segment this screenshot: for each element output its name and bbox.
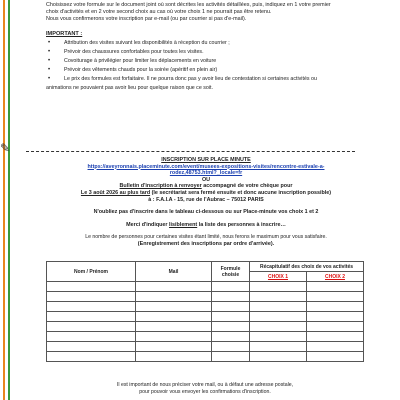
intro-line: Choisissez votre formule sur le document joint où sont décrites les activités détaillées, puis, indiquez en 1 votre premier	[46, 2, 331, 8]
inscription-title: INSCRIPTION SUR PLACE MINUTE	[161, 157, 251, 163]
deadline-line	[46, 190, 366, 197]
cell-mail[interactable]	[136, 292, 212, 302]
cell-formule[interactable]	[212, 312, 250, 322]
important-continuation: animations ne pouvaient pas avoir lieu pour quelque raison que ce soit.	[46, 85, 213, 91]
cell-formule[interactable]	[212, 292, 250, 302]
list-item	[46, 67, 366, 74]
col-header-mail: Mail	[136, 262, 212, 282]
cell-choix1[interactable]	[250, 352, 307, 362]
choix1-label: CHOIX 1	[267, 273, 288, 280]
cell-choix2[interactable]	[307, 322, 364, 332]
list-item-text: Prévoir des vêtements chauds pour la soirée (apéritif en plein air)	[64, 67, 218, 73]
limit-note: Le nombre de personnes pour certaines visites étant limité, nous ferons le maximum pour vous satisfaire.	[85, 234, 327, 241]
orange-margin-bar	[3, 0, 5, 400]
cell-name[interactable]	[47, 322, 136, 332]
placeminute-link-cont[interactable]: rodez,48753.html?_locale=fr	[169, 170, 243, 177]
or-label: OU	[201, 176, 211, 183]
intro-line: choix d'activités et en 2 votre second choix au cas où votre choix 1 ne pourrait pas être retenu.	[46, 9, 272, 15]
cell-choix1[interactable]	[250, 342, 307, 352]
col-header-formule: Formule choisie	[212, 262, 250, 282]
table-row	[47, 352, 364, 362]
table-row	[47, 312, 364, 322]
intro-paragraph	[46, 2, 366, 23]
table-row	[47, 292, 364, 302]
cell-choix2[interactable]	[307, 332, 364, 342]
merci-prefix: Merci d'indiquer	[126, 221, 170, 228]
cell-choix2[interactable]	[307, 312, 364, 322]
cell-formule[interactable]	[212, 352, 250, 362]
cell-mail[interactable]	[136, 302, 212, 312]
cell-choix1[interactable]	[250, 332, 307, 342]
cell-formule[interactable]	[212, 342, 250, 352]
footer-note	[46, 382, 364, 396]
bulletin-prefix: Bulletin d'inscription à renvoyer	[119, 183, 202, 190]
placeminute-link[interactable]: https://aveyronnais.placeminute.com/event/musees-expositions-visites/rencontre-estivale-a-	[87, 163, 325, 170]
intro-line: Nous vous confirmerons votre inscription par e-mail (ou par courrier si pas d'e-mail).	[46, 16, 247, 22]
deadline-rest: (le secrétariat sera fermé ensuite et donc aucune inscription possible)	[150, 189, 332, 196]
bullet-icon: •	[48, 58, 51, 64]
list-item	[46, 49, 366, 56]
registration-table	[46, 261, 364, 362]
table-row	[47, 332, 364, 342]
green-margin-bar	[8, 0, 10, 400]
list-item	[46, 40, 366, 47]
bullet-icon: •	[48, 67, 51, 73]
legibility-note	[46, 222, 366, 229]
dashed-divider	[26, 151, 355, 152]
cell-choix1[interactable]	[250, 292, 307, 302]
bulletin-suffix: accompagné de votre chèque pour	[201, 183, 293, 190]
table-row	[47, 342, 364, 352]
cell-mail[interactable]	[136, 332, 212, 342]
cell-choix1[interactable]	[250, 312, 307, 322]
pencil-icon: ✎	[0, 141, 11, 155]
bulletin-line	[46, 183, 366, 190]
postal-address: à : F.A.I.A - 15, rue de l'Aubrac – 75012 PARIS	[148, 196, 264, 203]
cell-choix1[interactable]	[250, 322, 307, 332]
important-title: IMPORTANT :	[46, 31, 83, 37]
cell-mail[interactable]	[136, 312, 212, 322]
merci-lisible: lisiblement	[169, 221, 198, 228]
cell-choix1[interactable]	[250, 302, 307, 312]
cell-name[interactable]	[47, 302, 136, 312]
footer-line: Il est important de nous préciser votre mail, ou à défaut une adresse postale,	[116, 382, 294, 388]
cell-name[interactable]	[47, 292, 136, 302]
cell-name[interactable]	[47, 352, 136, 362]
table-row	[47, 282, 364, 292]
cell-name[interactable]	[47, 332, 136, 342]
cell-formule[interactable]	[212, 302, 250, 312]
cell-formule[interactable]	[212, 282, 250, 292]
merci-suffix: la liste des personnes à inscrire…	[197, 221, 286, 228]
choix2-label: CHOIX 2	[324, 273, 345, 280]
bullet-icon: •	[48, 76, 51, 82]
cell-mail[interactable]	[136, 282, 212, 292]
cell-name[interactable]	[47, 312, 136, 322]
list-item-text: Prévoir des chaussures confortables pour toutes les visites.	[64, 49, 204, 55]
inscription-section	[46, 157, 366, 248]
cell-choix2[interactable]	[307, 302, 364, 312]
col-header-recap: Récapitulatif des choix de vos activités	[250, 262, 364, 272]
list-item-text: Le prix des formules est forfaitaire. Il ne pourra donc pas y avoir lieu de contestation si certaines activités ou	[64, 76, 317, 82]
col-header-choix2	[307, 272, 364, 282]
cell-name[interactable]	[47, 282, 136, 292]
cell-choix2[interactable]	[307, 282, 364, 292]
cell-mail[interactable]	[136, 322, 212, 332]
table-row	[47, 322, 364, 332]
cell-name[interactable]	[47, 342, 136, 352]
footer-line: pour pouvoir vous envoyer les confirmations d'inscription.	[139, 389, 271, 395]
col-header-choix1	[250, 272, 307, 282]
cell-choix2[interactable]	[307, 342, 364, 352]
list-item-text: Covoiturage à privilégier pour limiter les déplacements en voiture	[64, 58, 217, 64]
registration-order-note: (Enregistrement des inscriptions par ordre d'arrivée).	[137, 240, 275, 247]
bullet-icon: •	[48, 40, 51, 46]
list-item	[46, 76, 366, 83]
cell-mail[interactable]	[136, 352, 212, 362]
table-row	[47, 302, 364, 312]
cut-line	[0, 141, 355, 155]
list-item	[46, 58, 366, 65]
cell-choix2[interactable]	[307, 292, 364, 302]
cell-formule[interactable]	[212, 332, 250, 342]
cell-formule[interactable]	[212, 322, 250, 332]
important-list	[46, 40, 366, 83]
col-header-name: Nom / Prénom	[47, 262, 136, 282]
choices-reminder: N'oubliez pas d'inscrire dans le tableau ci-dessous ou sur Place-minute vos choix 1 et 2	[93, 209, 319, 216]
list-item-text: Attribution des visites suivant les disponibilités à réception du courrier ;	[64, 40, 230, 46]
cell-choix1[interactable]	[250, 282, 307, 292]
cell-mail[interactable]	[136, 342, 212, 352]
cell-choix2[interactable]	[307, 352, 364, 362]
deadline-date: Le 3 août 2026 au plus tard	[80, 189, 151, 196]
bullet-icon: •	[48, 49, 51, 55]
document-body	[46, 0, 366, 92]
